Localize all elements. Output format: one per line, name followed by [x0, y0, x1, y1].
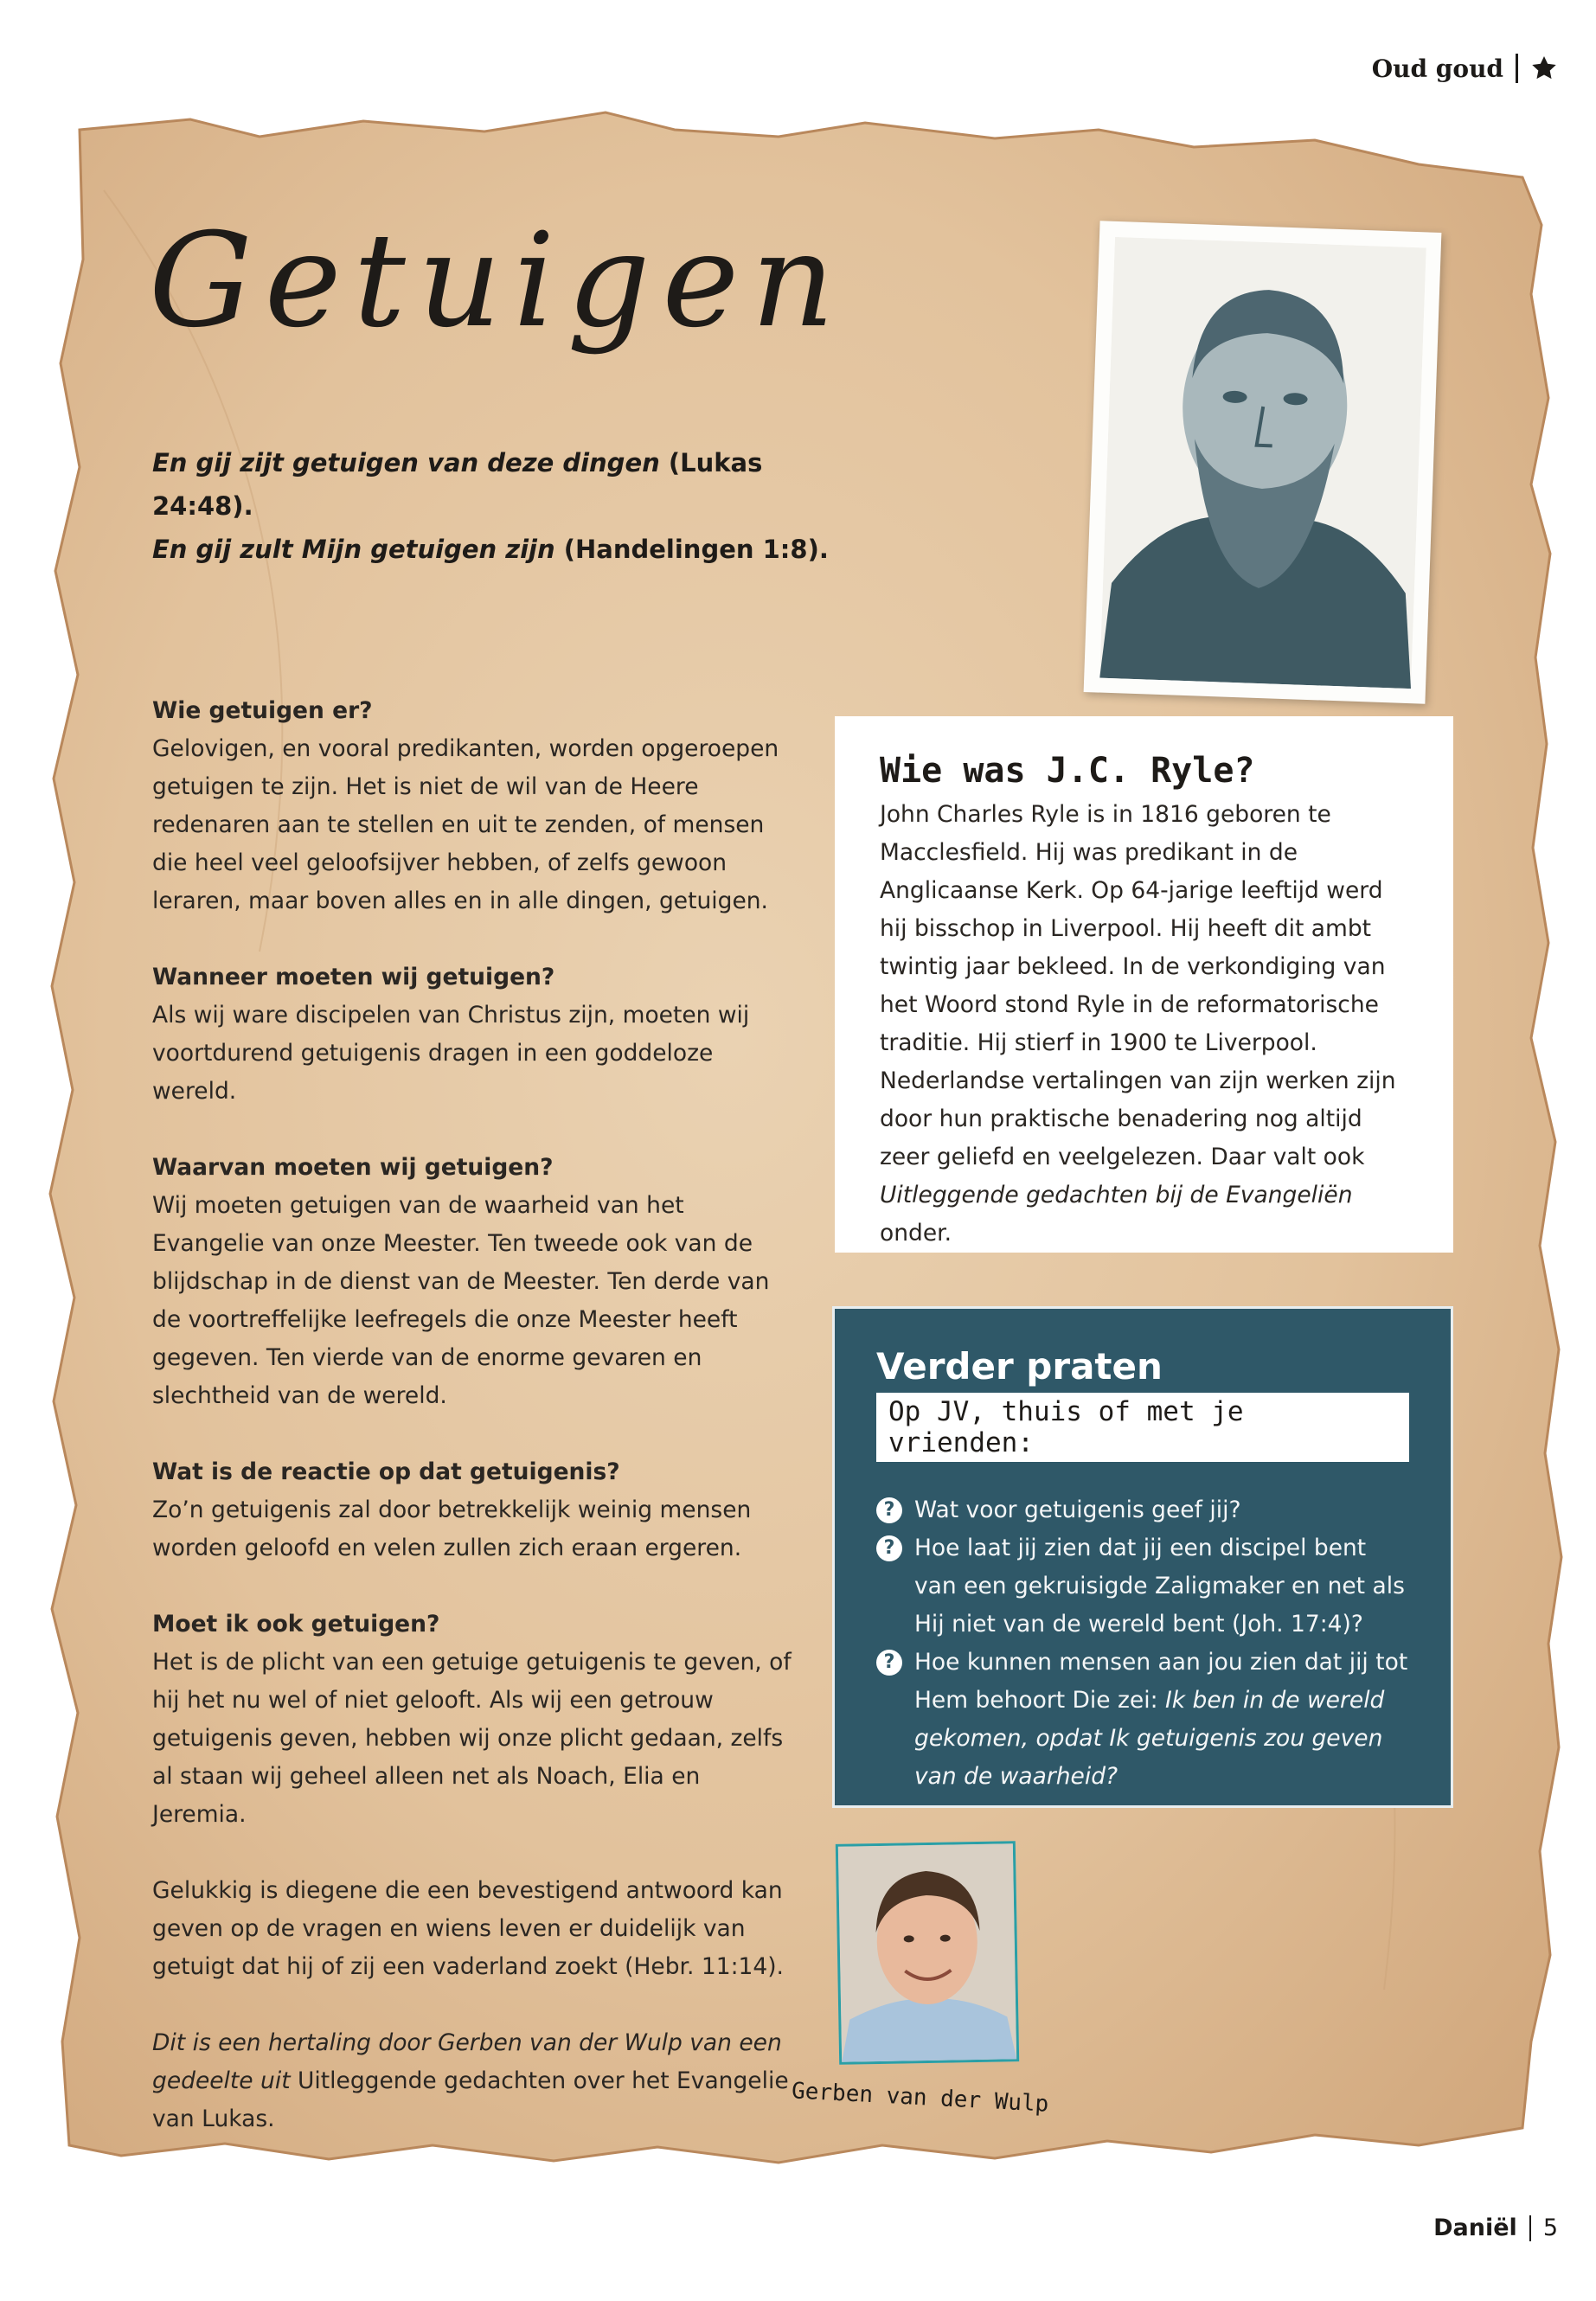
discussion-questions: [876, 1491, 1409, 1796]
ryle-info-box: [835, 716, 1453, 1253]
section-when: Wanneer moeten wij getuigen? Als wij ware discipelen van Christus zijn, moeten wij voortdurend getuigenis dragen in een goddeloze wereld.: [152, 964, 750, 1105]
ryle-engraving-image: [1099, 237, 1426, 689]
section-what: Waarvan moeten wij getuigen? Wij moeten getuigen van de waarheid van het Evangelie van onze Meester. Ten tweede ook van de blijdschap in de dienst van de Meester. Ten derde van de voortreffelijke leefregels die onze Meester heeft gegeven. Ten vierde van de enorme gevaren en slechtheid van de wereld.: [152, 1154, 770, 1409]
question-item: ? Hoe laat jij zien dat jij een discipel bent van een gekruisigde Zaligmaker en net als Hij niet van de wereld bent (Joh. 17:4)?: [876, 1529, 1409, 1644]
verse-block: [152, 441, 862, 571]
section-who: Wie getuigen er? Gelovigen, en vooral predikanten, worden opgeroepen getuigen te zijn. Het is niet de wil van de Heere redenaren aan te stellen en uit te zenden, of mensen die heel veel geloofsijver hebben, of zelfs gewoon leraren, maar boven alles en in alle dingen, getuigen.: [152, 697, 779, 914]
discussion-box: [832, 1306, 1453, 1808]
section-label: Oud goud: [1371, 54, 1503, 83]
article-body: [152, 692, 797, 2176]
discussion-subheading: Op JV, thuis of met je vrienden:: [876, 1393, 1409, 1462]
question-mark-icon: ?: [876, 1535, 902, 1561]
question-item: ? Hoe kunnen mensen aan jou zien dat jij tot Hem behoort Die zei: Ik ben in de wereld gekomen, opdat Ik getuigenis zou geven van de waarheid?: [876, 1644, 1409, 1796]
author-photo: [836, 1841, 1019, 2065]
author-portrait-image: [838, 1843, 1016, 2061]
header-divider: [1516, 54, 1518, 83]
verse-line-1: En gij zijt getuigen van deze dingen (Lukas 24:48).: [152, 448, 763, 521]
section-header: [1372, 54, 1558, 83]
ryle-portrait: [1084, 221, 1442, 703]
ryle-heading: Wie was J.C. Ryle?: [880, 751, 1255, 791]
footer-divider: [1529, 2215, 1531, 2241]
page-number: 5: [1542, 2214, 1558, 2241]
star-icon: [1530, 54, 1558, 82]
author-caption: Gerben van der Wulp: [791, 2078, 1050, 2118]
page-footer: [1433, 2214, 1558, 2241]
section-reaction: Wat is de reactie op dat getuigenis? Zo’n getuigenis zal door betrekkelijk weinig mensen worden geloofd en velen zullen zich eraan ergeren.: [152, 1458, 752, 1561]
closing-paragraph: Gelukkig is diegene die een bevestigend antwoord kan geven op de vragen en wiens leven er duidelijk van getuigt dat hij of zij een vaderland zoekt (Hebr. 11:14).: [152, 1877, 784, 1980]
question-item: ? Wat voor getuigenis geef jij?: [876, 1491, 1409, 1529]
credit-paragraph: Dit is een hertaling door Gerben van der Wulp van een gedeelte uit Uitleggende gedachten over het Evangelie van Lukas.: [152, 2029, 789, 2132]
verse-line-2: En gij zult Mijn getuigen zijn (Handelingen 1:8).: [152, 535, 829, 564]
magazine-name: Daniël: [1433, 2214, 1517, 2241]
question-mark-icon: ?: [876, 1497, 902, 1523]
ryle-text: John Charles Ryle is in 1816 geboren te Macclesfield. Hij was predikant in de Anglicaanse Kerk. Op 64-jarige leeftijd werd hij bisschop in Liverpool. Hij heeft dit ambt twintig jaar bekleed. In de verkondiging van het Woord stond Ryle in de reformatorische traditie. Hij stierf in 1900 te Liverpool. Nederlandse vertalingen van zijn werken zijn door hun praktische benadering nog altijd zeer geliefd en veelgelezen. Daar valt ook Uitleggende gedachten bij de Evangeliën onder.: [880, 801, 1396, 1247]
question-mark-icon: ?: [876, 1650, 902, 1676]
page-title: Getuigen: [149, 206, 847, 356]
discussion-heading: Verder praten: [876, 1345, 1163, 1388]
section-must: Moet ik ook getuigen? Het is de plicht van een getuige getuigenis te geven, of hij het nu wel of niet gelooft. Als wij een getrouw getuigenis geven, hebben wij onze plicht gedaan, zelfs al staan wij geheel alleen net als Noach, Elia en Jeremia.: [152, 1611, 792, 1828]
